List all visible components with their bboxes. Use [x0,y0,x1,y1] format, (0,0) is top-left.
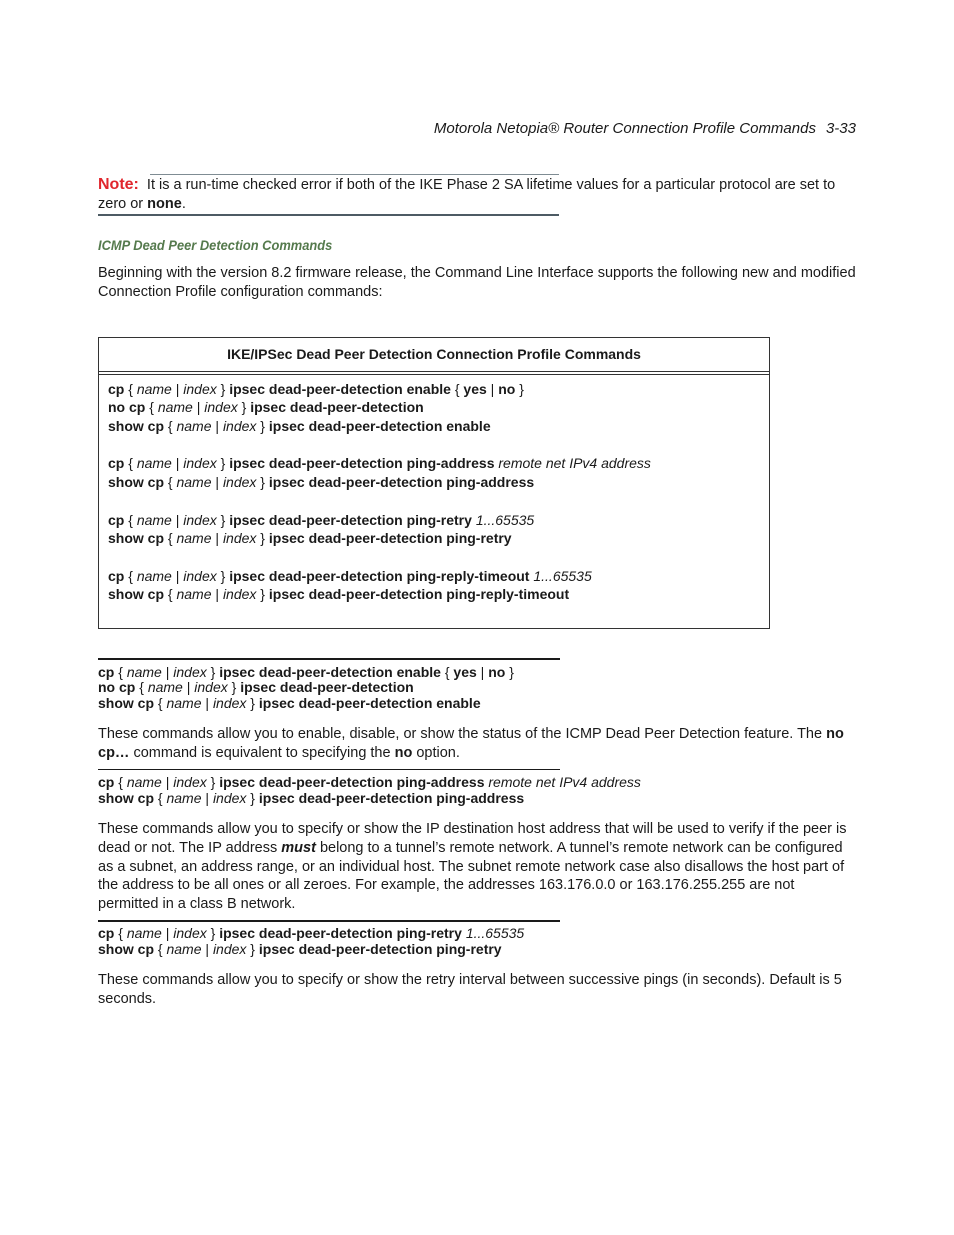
syntax-open: { [157,941,163,957]
command-line-ping-retry [98,925,524,941]
syntax-close: } [260,474,265,490]
syntax-name: name [176,530,212,546]
syntax-close: } [250,941,255,957]
syntax-enable-bold2: no [394,744,413,761]
syntax-index: index [222,530,257,546]
table-line-show-ping-address [108,473,534,491]
syntax-cp: cp [98,925,115,941]
syntax-enable: ipsec dead-peer-detection enable [229,381,451,397]
syntax-no: no [488,664,506,680]
syntax-close: } [231,679,237,695]
syntax-open: { [167,418,173,434]
syntax-no-cp: no cp [98,679,136,695]
syntax-bar: | [165,925,170,941]
syntax-close: } [509,664,514,680]
syntax-index: index [183,381,217,397]
syntax-open: { [149,399,154,415]
syntax-open: { [167,530,173,546]
syntax-name: name [176,586,212,602]
syntax-name: name [157,399,193,415]
description-ping-retry: These commands allow you to specify or show the retry interval between successive pings (in seconds). Default is 5 seconds. [98,972,842,1007]
page-number: 3-33 [825,120,856,137]
syntax-ping-retry: ipsec dead-peer-detection ping-retry [258,941,502,957]
syntax-yes: yes [463,381,487,397]
syntax-show-cp: show cp [108,586,165,602]
syntax-cp: cp [108,568,125,584]
syntax-open: { [128,512,133,528]
syntax-index: index [212,790,247,806]
syntax-ping-address: ipsec dead-peer-detection ping-address [229,455,495,471]
command-line-no-cp [98,679,414,695]
syntax-index: index [194,679,228,695]
syntax-index: index [222,418,257,434]
syntax-index: index [183,568,217,584]
syntax-bar: | [175,455,180,471]
command-rule [98,920,560,922]
command-line-ping-address [98,774,641,790]
syntax-index: index [183,512,217,528]
syntax-cp: cp [98,664,115,680]
table-line-enable [108,380,524,398]
description-enable [98,725,858,763]
syntax-name: name [136,455,172,471]
command-rule [98,769,560,770]
syntax-open: { [167,586,173,602]
syntax-open: { [118,925,123,941]
syntax-ping-address: ipsec dead-peer-detection ping-address [268,474,535,490]
syntax-address-part1: These commands allow you to specify or show the IP destination host address that will be used to verify if the peer is dead or not. The IP address [98,821,847,856]
syntax-bar: | [205,790,210,806]
syntax-index: index [212,941,247,957]
table-line-show-ping-retry [108,529,512,547]
command-line-show-enable [98,695,481,711]
syntax-ping-reply-timeout: ipsec dead-peer-detection ping-reply-timeout [229,568,530,584]
syntax-enable-part2: command is equivalent to specifying the [129,744,395,761]
syntax-name: name [126,925,162,941]
syntax-open: { [128,568,133,584]
syntax-show-cp: show cp [98,790,155,806]
syntax-bar: | [175,568,180,584]
syntax-bar: | [215,586,220,602]
syntax-index: index [212,695,247,711]
syntax-open: { [157,790,163,806]
syntax-enable: ipsec dead-peer-detection enable [268,418,491,434]
syntax-ping-address: ipsec dead-peer-detection ping-address [258,790,525,806]
syntax-cp: cp [108,512,125,528]
syntax-name: name [136,568,172,584]
syntax-range: 1...65535 [475,512,535,528]
syntax-close: } [250,790,255,806]
running-header [434,120,856,137]
syntax-close: } [210,774,216,790]
syntax-enable: ipsec dead-peer-detection enable [219,664,441,680]
syntax-close: } [519,381,524,397]
syntax-address-emph: must [281,839,316,856]
syntax-close: } [260,530,265,546]
command-line-enable [98,664,514,680]
syntax-index: index [204,399,238,415]
syntax-index: index [183,455,217,471]
command-rule [98,658,560,660]
syntax-dpd: ipsec dead-peer-detection [250,399,424,415]
syntax-ping-address: ipsec dead-peer-detection ping-address [219,774,485,790]
syntax-bar: | [480,664,485,680]
syntax-enable-part1: These commands allow you to enable, disable, or show the status of the ICMP Dead Peer Detection feature. The [98,726,827,742]
syntax-close: } [220,381,226,397]
syntax-close: } [260,418,265,434]
syntax-close: } [260,586,265,602]
syntax-open: { [128,381,133,397]
syntax-index: index [222,586,257,602]
syntax-ping-retry: ipsec dead-peer-detection ping-retry [229,512,472,528]
syntax-bar: | [215,474,220,490]
syntax-name: name [126,774,162,790]
note-text: It is a run-time checked error if both of the IKE Phase 2 SA lifetime values for a particular protocol are set to zero or [98,177,836,212]
table-line-ping-address [108,454,651,472]
syntax-enable-part3: option. [412,744,460,761]
syntax-name: name [136,381,172,397]
syntax-remote-addr: remote net IPv4 address [488,774,641,790]
command-line-show-ping-address [98,790,524,806]
syntax-open: { [444,664,450,680]
syntax-index: index [173,664,207,680]
syntax-no: no [498,381,516,397]
syntax-ping-retry: ipsec dead-peer-detection ping-retry [219,925,462,941]
syntax-no-cp: no cp [108,399,146,415]
syntax-index: index [173,774,207,790]
syntax-bar: | [175,381,180,397]
syntax-bar: | [215,530,220,546]
syntax-enable-bold1: no cp… [98,726,844,761]
syntax-show-cp: show cp [108,418,165,434]
syntax-ping-retry: ipsec dead-peer-detection ping-retry [268,530,512,546]
note-text-end: . [181,196,186,212]
table-line-no-cp [108,398,424,416]
table-line-show-ping-reply-timeout [108,585,569,603]
syntax-cp: cp [108,381,125,397]
description-ping-address [98,820,858,914]
note-rule-bottom [98,214,559,216]
syntax-show-cp: show cp [108,474,165,490]
note-label: Note: [98,176,139,193]
syntax-open: { [128,455,133,471]
syntax-close: } [250,695,255,711]
syntax-open: { [157,695,163,711]
syntax-show-cp: show cp [108,530,165,546]
syntax-cp: cp [98,774,115,790]
syntax-bar: | [175,512,180,528]
syntax-enable: ipsec dead-peer-detection enable [258,695,481,711]
syntax-bar: | [205,941,210,957]
syntax-open: { [454,381,460,397]
syntax-open: { [167,474,173,490]
syntax-bar: | [215,418,220,434]
table-line-ping-reply-timeout [108,567,592,585]
syntax-bar: | [165,774,170,790]
command-line-show-ping-retry [98,941,502,957]
syntax-address-part2: belong to a tunnel’s remote network. A tunnel’s remote network can be configured as a subnet, an address range, or an individual host. The subnet remote network case also disallows the host part of the address to be all ones or all zeroes. For example, the addresses 163.176.0.0 or 163.176.255.255 are not permitted in a class B network. [98,839,845,913]
command-table [98,337,770,629]
syntax-name: name [166,790,202,806]
syntax-show-cp: show cp [98,941,155,957]
syntax-close: } [220,568,226,584]
syntax-close: } [220,455,226,471]
syntax-open: { [139,679,144,695]
syntax-remote-addr: remote net IPv4 address [498,455,651,471]
syntax-name: name [166,695,202,711]
section-heading: ICMP Dead Peer Detection Commands [98,237,333,253]
syntax-index: index [222,474,257,490]
note [98,175,858,214]
syntax-open: { [118,664,123,680]
syntax-yes: yes [453,664,477,680]
syntax-range: 1...65535 [533,568,592,584]
syntax-dpd: ipsec dead-peer-detection [240,679,414,695]
syntax-close: } [210,925,216,941]
syntax-bar: | [205,695,210,711]
table-line-show-enable [108,417,491,435]
note-bold-word: none [147,196,182,212]
header-title: Motorola Netopia® Router Connection Profile Commands [433,120,816,137]
syntax-cp: cp [108,455,125,471]
syntax-index: index [173,925,207,941]
table-line-ping-retry [108,511,534,529]
table-header-rule [99,371,769,375]
syntax-bar: | [490,381,495,397]
syntax-ping-reply-timeout: ipsec dead-peer-detection ping-reply-timeout [268,586,570,602]
intro-paragraph: Beginning with the version 8.2 firmware release, the Command Line Interface supports the following new and modified Connection Profile configuration commands: [98,265,856,300]
syntax-name: name [166,941,202,957]
syntax-bar: | [186,679,191,695]
syntax-name: name [136,512,172,528]
syntax-name: name [126,664,162,680]
syntax-close: } [241,399,247,415]
syntax-name: name [176,474,212,490]
syntax-bar: | [165,664,170,680]
syntax-open: { [118,774,123,790]
syntax-name: name [176,418,212,434]
syntax-close: } [220,512,226,528]
table-title: IKE/IPSec Dead Peer Detection Connection Profile Commands [227,346,641,362]
syntax-range: 1...65535 [465,925,525,941]
syntax-bar: | [196,399,201,415]
syntax-close: } [210,664,216,680]
syntax-show-cp: show cp [98,695,155,711]
syntax-name: name [147,679,183,695]
